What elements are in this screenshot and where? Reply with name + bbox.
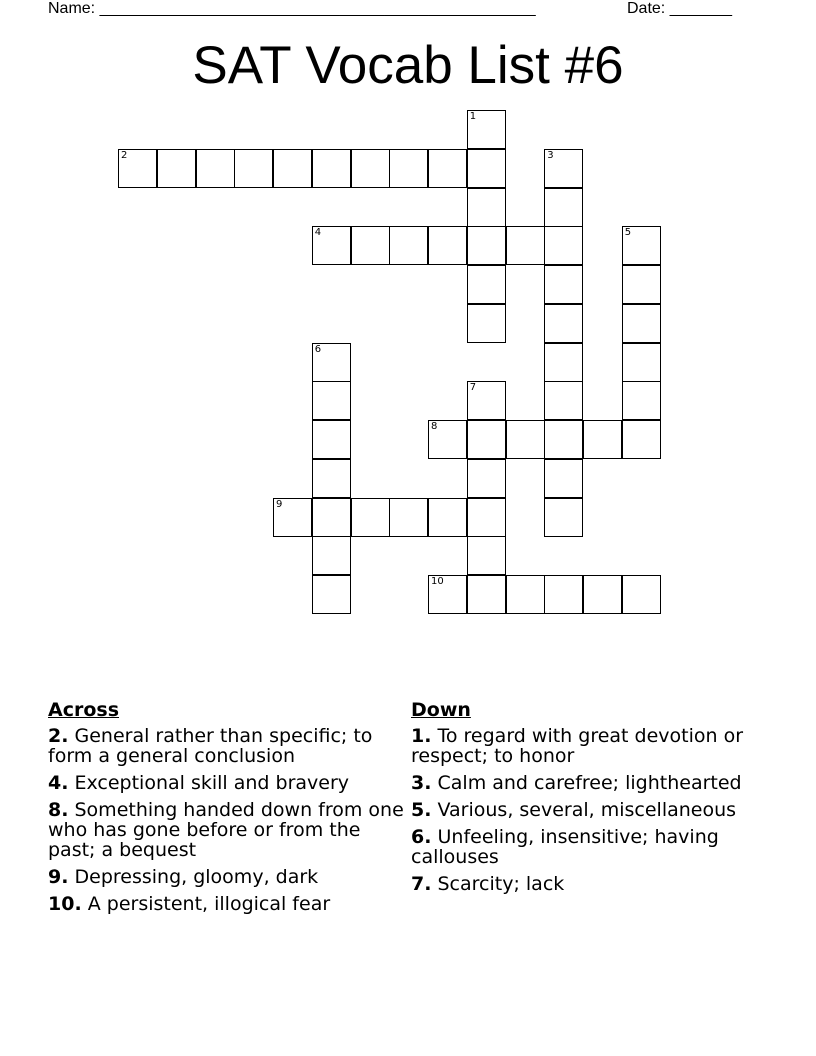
across-heading: Across [48, 699, 120, 721]
down-clue [411, 800, 771, 820]
name-field[interactable]: Name: _________________________________________________ [48, 0, 536, 17]
crossword-cell[interactable] [389, 226, 428, 265]
clue-number: 2. [48, 725, 69, 747]
cell-number: 3 [547, 149, 554, 161]
crossword-cell[interactable] [544, 575, 583, 614]
crossword-cell[interactable] [157, 149, 196, 188]
down-clue [411, 726, 771, 766]
date-field[interactable]: Date: _______ [627, 0, 732, 17]
crossword-cell[interactable] [544, 381, 583, 420]
crossword-cell[interactable] [196, 149, 235, 188]
clue-text: Something handed down from one who has gone before or from the past; a bequest [48, 799, 404, 861]
down-clue [411, 827, 771, 867]
crossword-cell[interactable] [506, 226, 545, 265]
crossword-cell[interactable] [428, 420, 467, 459]
crossword-cell[interactable] [467, 420, 506, 459]
crossword-cell[interactable] [428, 226, 467, 265]
crossword-cell[interactable] [467, 459, 506, 498]
cell-number: 5 [624, 227, 632, 239]
crossword-cell[interactable] [351, 498, 390, 537]
cell-number: 2 [121, 149, 128, 161]
across-clues [48, 700, 408, 921]
down-clue [411, 773, 771, 793]
crossword-cell[interactable] [467, 381, 506, 420]
crossword-cell[interactable] [544, 498, 583, 537]
crossword-cell[interactable] [544, 265, 583, 304]
crossword-cell[interactable] [312, 226, 351, 265]
clue-text: Exceptional skill and bravery [74, 772, 350, 794]
cell-number: 7 [469, 382, 477, 394]
clue-number: 4. [48, 772, 69, 794]
crossword-cell[interactable] [583, 575, 622, 614]
crossword-cell[interactable] [506, 575, 545, 614]
crossword-cell[interactable] [467, 265, 506, 304]
page-title: SAT Vocab List #6 [192, 36, 624, 95]
clue-number: 1. [411, 725, 432, 747]
clue-text: Scarcity; lack [437, 873, 565, 895]
cell-number: 9 [276, 498, 283, 510]
clue-text: Calm and carefree; lighthearted [437, 772, 742, 794]
crossword-cell[interactable] [428, 575, 467, 614]
crossword-cell[interactable] [467, 304, 506, 343]
crossword-cell[interactable] [544, 459, 583, 498]
crossword-cell[interactable] [234, 149, 273, 188]
across-clue [48, 726, 408, 766]
crossword-cell[interactable] [312, 575, 351, 614]
clue-number: 6. [411, 826, 432, 848]
crossword-cell[interactable] [118, 149, 157, 188]
crossword-cell[interactable] [312, 459, 351, 498]
crossword-cell[interactable] [544, 188, 583, 227]
crossword-cell[interactable] [622, 226, 661, 265]
cell-number: 4 [314, 227, 322, 239]
crossword-cell[interactable] [312, 498, 351, 537]
clue-text: General rather than specific; to form a general conclusion [48, 725, 373, 767]
crossword-cell[interactable] [273, 498, 312, 537]
crossword-cell[interactable] [273, 149, 312, 188]
crossword-cell[interactable] [544, 149, 583, 188]
clue-number: 3. [411, 772, 432, 794]
crossword-cell[interactable] [622, 265, 661, 304]
cell-number: 6 [314, 343, 322, 355]
clue-text: To regard with great devotion or respect; to honor [411, 725, 744, 767]
crossword-cell[interactable] [312, 149, 351, 188]
cell-number: 1 [469, 111, 477, 122]
clue-number: 8. [48, 799, 69, 821]
crossword-cell[interactable] [622, 343, 661, 382]
clue-text: A persistent, illogical fear [87, 893, 331, 915]
crossword-cell[interactable] [622, 304, 661, 343]
down-heading: Down [411, 699, 471, 721]
clue-number: 7. [411, 873, 432, 895]
crossword-cell[interactable] [312, 343, 351, 382]
down-clues [411, 700, 771, 901]
crossword-cell[interactable] [467, 110, 506, 149]
crossword-cell[interactable] [428, 498, 467, 537]
across-clue [48, 894, 408, 914]
crossword-cell[interactable] [467, 536, 506, 575]
crossword-cell[interactable] [389, 498, 428, 537]
clue-number: 5. [411, 799, 432, 821]
crossword-cell[interactable] [544, 226, 583, 265]
clue-number: 10. [48, 893, 82, 915]
cell-number: 10 [431, 576, 444, 587]
crossword-cell[interactable] [389, 149, 428, 188]
crossword-cell[interactable] [312, 536, 351, 575]
crossword-cell[interactable] [351, 149, 390, 188]
cell-number: 8 [431, 421, 438, 432]
crossword-cell[interactable] [622, 381, 661, 420]
crossword-cell[interactable] [467, 498, 506, 537]
crossword-cell[interactable] [467, 575, 506, 614]
crossword-cell[interactable] [622, 575, 661, 614]
crossword-cell[interactable] [467, 188, 506, 227]
down-clue [411, 874, 771, 894]
crossword-cell[interactable] [428, 149, 467, 188]
crossword-cell[interactable] [506, 420, 545, 459]
clue-text: Depressing, gloomy, dark [74, 866, 319, 888]
across-clue [48, 773, 408, 793]
crossword-cell[interactable] [312, 420, 351, 459]
crossword-cell[interactable] [351, 226, 390, 265]
crossword-cell[interactable] [544, 420, 583, 459]
crossword-cell[interactable] [583, 420, 622, 459]
across-clue [48, 867, 408, 887]
crossword-cell[interactable] [312, 381, 351, 420]
crossword-cell[interactable] [467, 149, 506, 188]
clue-text: Various, several, miscellaneous [437, 799, 737, 821]
crossword-cell[interactable] [544, 343, 583, 382]
clue-text: Unfeeling, insensitive; having callouses [411, 826, 719, 868]
crossword-cell[interactable] [467, 226, 506, 265]
clue-number: 9. [48, 866, 69, 888]
crossword-cell[interactable] [544, 304, 583, 343]
crossword-cell[interactable] [622, 420, 661, 459]
across-clue [48, 800, 408, 860]
